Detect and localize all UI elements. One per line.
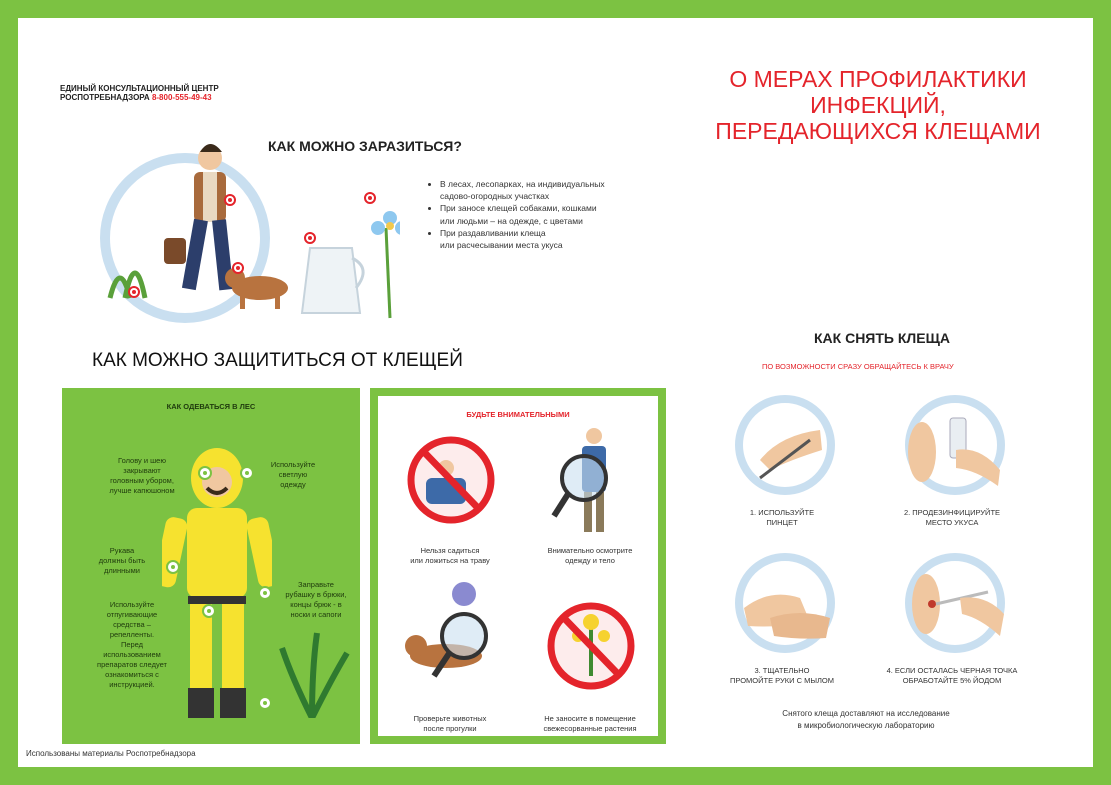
flower-icon [371,211,400,318]
infection-heading: КАК МОЖНО ЗАРАЗИТЬСЯ? [268,138,462,154]
tick-marker [128,286,140,298]
removal-footer: Снятого клеща доставляют на исследование в микробиологическую лабораторию [782,709,950,730]
inspect-person-icon [546,426,636,540]
tip-sleeves: Рукава должны быть длинными [98,546,146,575]
tip-tuck: Заправьте рубашку в брюки, концы брюк - в носки и сапоги [285,580,347,619]
step-4: 4. ЕСЛИ ОСТАЛАСЬ ЧЕРНАЯ ТОЧКА ОБРАБОТАЙТЕ 5% ЙОДОМ [886,666,1018,685]
caption-inspect: Внимательно осмотрите одежду и тело [547,546,633,565]
caption-grass: Нельзя садиться или ложиться на траву [410,546,490,565]
hotline-phone: 8-800-555-49-43 [151,93,212,102]
caption-flowers: Не заносите в помещение свежесорванные растения [543,714,637,733]
tip-repellent: Используйте отпугивающие средства – репелленты. Перед использованием препаратов следует ознакомиться с инструкцией. [97,600,167,689]
main-title: О МЕРАХ ПРОФИЛАКТИКИ ИНФЕКЦИЙ, ПЕРЕДАЮЩИХСЯ КЛЕЩАМИ [715,66,1041,144]
tip-head: Голову и шею закрывают головным убором, лучше капюшоном [109,456,175,495]
no-grass-icon [406,428,496,538]
plant-icon [272,628,352,718]
tick-marker [364,192,376,204]
tick-marker [232,262,244,274]
tip-marker [258,586,272,600]
step-1: 1. ИСПОЛЬЗУЙТЕ ПИНЦЕТ [749,508,815,527]
milk-jug-icon [302,248,363,313]
credit-line: Использованы материалы Роспотребнадзора [26,749,196,758]
no-flowers-icon [546,596,636,696]
check-pets-icon [402,580,502,700]
tip-marker [240,466,254,480]
step-3: 3. ТЩАТЕЛЬНО ПРОМОЙТЕ РУКИ С МЫЛОМ [729,666,835,685]
infection-list [426,178,700,251]
list-item: • В лесах, лесопарках, на индивидуальных садово-огородных участках [440,178,700,202]
wash-hands-icon [730,548,840,658]
disinfect-icon [900,390,1010,500]
protection-heading: КАК МОЖНО ЗАЩИТИТЬСЯ ОТ КЛЕЩЕЙ [92,350,463,371]
tick-marker [224,194,236,206]
attention-title: БУДЬТЕ ВНИМАТЕЛЬНЫМИ [466,410,570,419]
attention-panel [370,388,666,744]
infection-illustration [90,128,400,328]
iodine-icon [900,548,1010,658]
tick-marker [304,232,316,244]
dress-title: КАК ОДЕВАТЬСЯ В ЛЕС [166,402,256,411]
removal-subheading: ПО ВОЗМОЖНОСТИ СРАЗУ ОБРАЩАЙТЕСЬ К ВРАЧУ [762,362,954,371]
caption-pets: Проверьте животных после прогулки [413,714,487,733]
list-item: • При заносе клещей собаками, кошками или людьми – на одежде, с цветами [440,202,700,226]
dress-panel [62,388,360,744]
hotline-line2: РОСПОТРЕБНАДЗОРА 8-800-555-49-43 [60,93,212,102]
removal-heading: КАК СНЯТЬ КЛЕЩА [814,330,950,346]
hotline-line1: ЕДИНЫЙ КОНСУЛЬТАЦИОННЫЙ ЦЕНТР [60,84,219,93]
tip-marker [198,466,212,480]
list-item: • При раздавливании клеща или расчесывании места укуса [440,227,700,251]
tip-marker [258,696,272,710]
tip-clothes: Используйте светлую одежду [270,460,316,489]
tweezers-icon [730,390,840,500]
hotline-block [60,84,219,102]
poster [18,18,1093,767]
tip-marker [166,560,180,574]
tip-marker [202,604,216,618]
step-2: 2. ПРОДЕЗИНФИЦИРУЙТЕ МЕСТО УКУСА [903,508,1001,527]
